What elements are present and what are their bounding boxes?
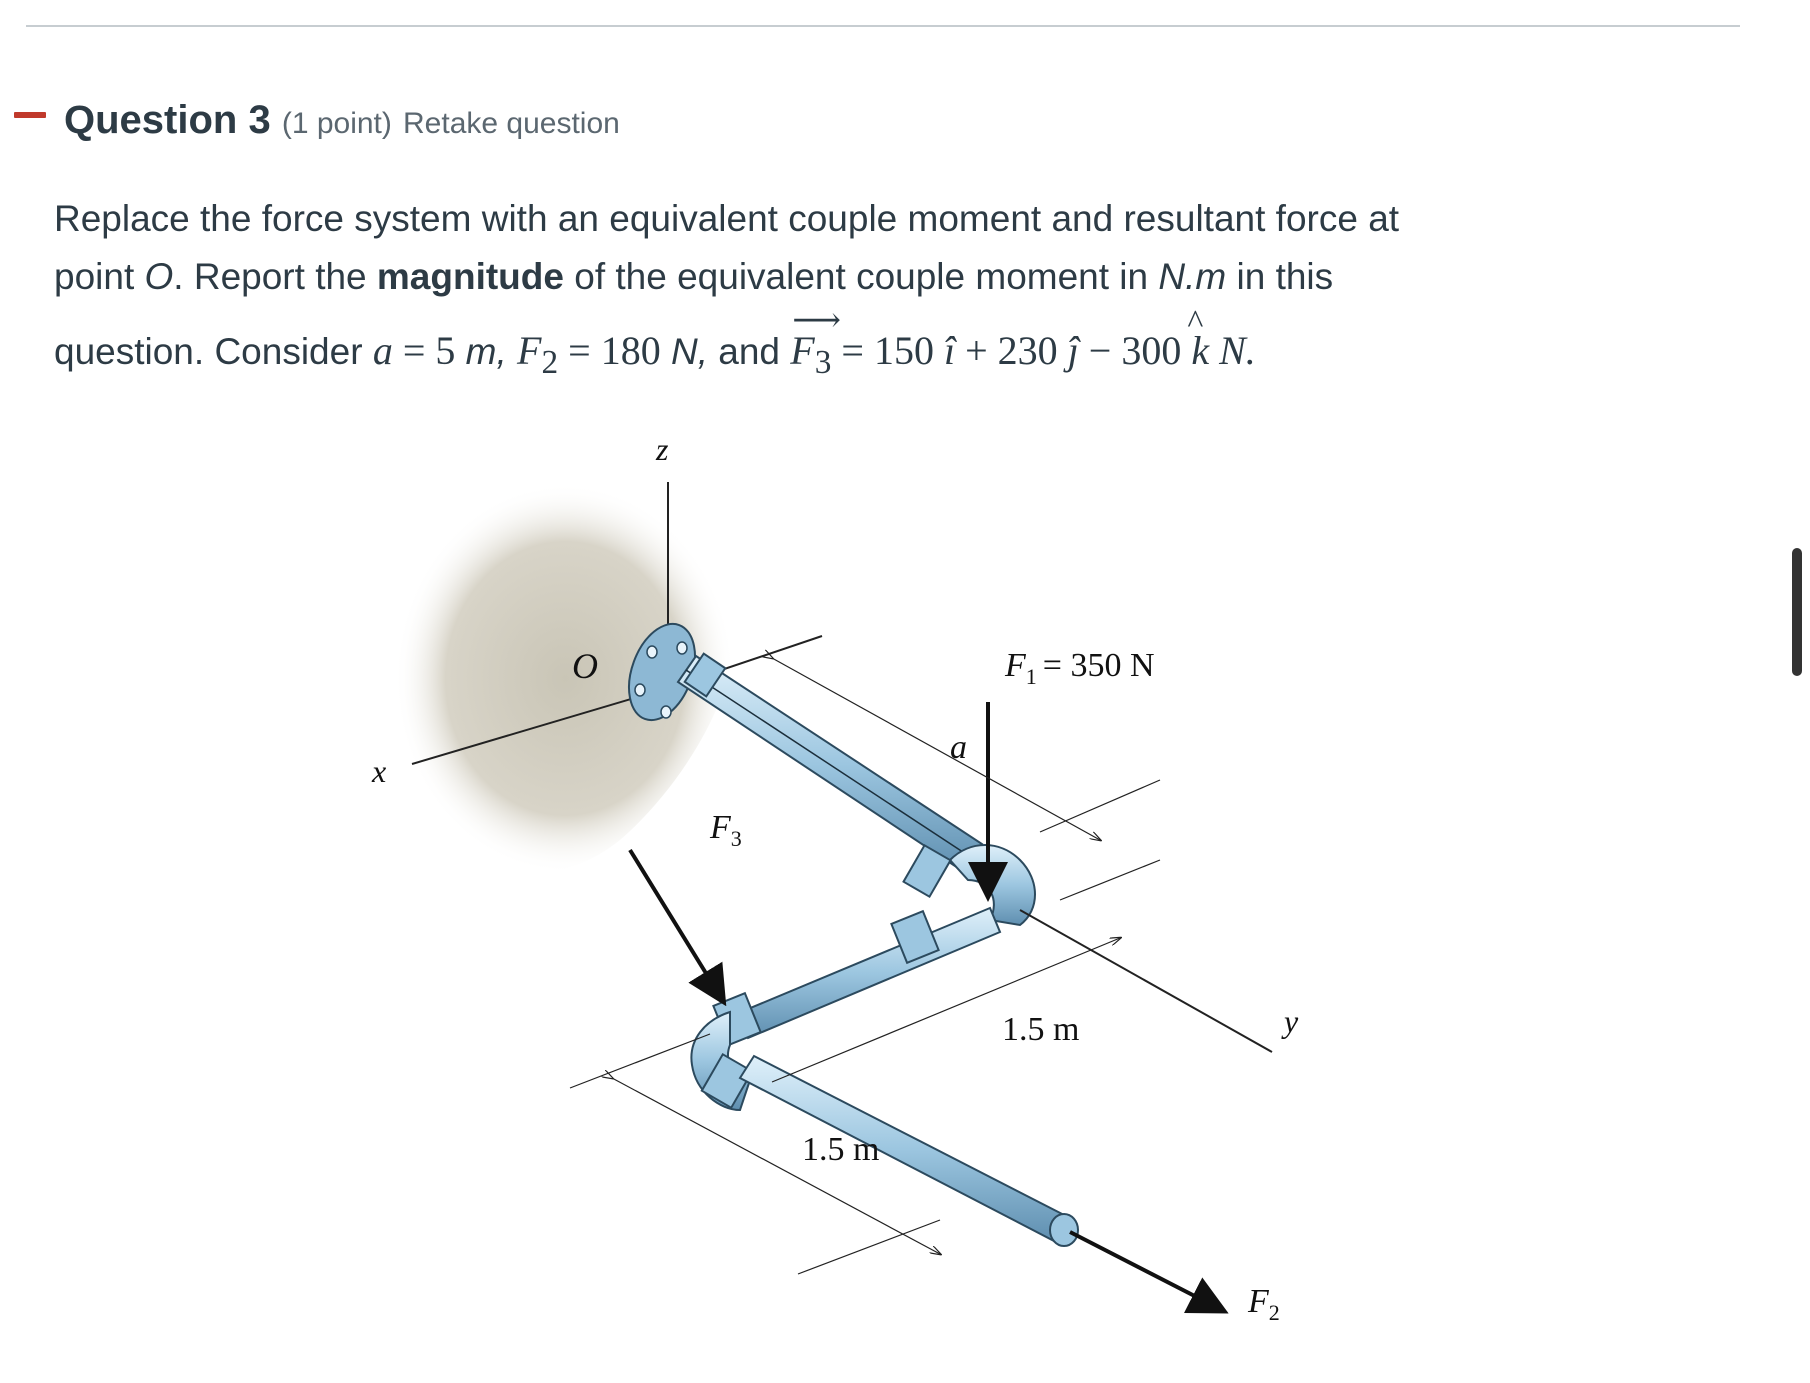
flange-hole	[647, 646, 657, 658]
f3-j-value: 230	[997, 328, 1058, 373]
top-divider	[26, 25, 1740, 27]
f3-k-value: 300	[1121, 328, 1182, 373]
dim-15m-label-upper: 1.5 m	[1002, 1011, 1080, 1048]
dim-15m-upper	[772, 938, 1120, 1082]
text-fragment: in this	[1226, 256, 1334, 297]
text-fragment: . Report the	[173, 256, 377, 297]
f2-unit: N,	[671, 331, 708, 372]
question-line-3	[54, 302, 1514, 392]
text-fragment: of the equivalent couple moment in	[563, 256, 1159, 297]
page-scrollbar[interactable]	[1792, 548, 1802, 676]
flange-hole	[635, 684, 645, 696]
dim-extension	[1040, 780, 1160, 832]
force-f3-arrow	[630, 850, 720, 996]
question-header	[0, 92, 700, 142]
a-value: 5	[435, 328, 456, 373]
flange-hole	[677, 642, 687, 654]
question-text	[54, 190, 1514, 392]
pipe-force-diagram	[300, 420, 1350, 1340]
force-f3-label: $F_3$	[710, 809, 742, 851]
question-line-2	[54, 248, 1514, 306]
f3-i-value: 150	[873, 328, 934, 373]
dim-15m-lower	[612, 1078, 940, 1254]
question-title	[64, 100, 620, 144]
pipe-segment-3	[740, 1056, 1070, 1242]
question-number: Question 3	[64, 98, 271, 142]
dim-extension	[798, 1220, 940, 1274]
a-equation: a = 5	[372, 328, 456, 373]
axis-x-label: x	[372, 753, 387, 789]
units-ref: N.m	[1158, 256, 1227, 297]
a-unit: m,	[465, 331, 507, 372]
question-line-1: Replace the force system with an equivalent couple moment and resultant force at	[54, 198, 1400, 239]
axis-z-label: z	[656, 431, 669, 467]
dim-15m-label-lower: 1.5 m	[802, 1131, 880, 1168]
text-fragment: question. Consider	[54, 331, 373, 372]
flag-marker[interactable]	[14, 112, 46, 118]
dim-extension	[570, 1034, 710, 1088]
force-f2-arrow	[1070, 1232, 1218, 1308]
magnitude-emphasis: magnitude	[376, 256, 564, 297]
point-o-ref: O	[144, 256, 174, 297]
force-f2-label: $F_2$	[1248, 1283, 1280, 1325]
point-o-label: O	[572, 646, 598, 686]
dim-extension	[1060, 860, 1160, 900]
pipe-segment-2	[736, 908, 1000, 1038]
pipe-end	[1050, 1214, 1078, 1246]
f3-equation: ⟶ $F_3 = 150$ î + 230 ĵ − 300 ^ k N.	[790, 302, 1256, 381]
flange-hole	[661, 706, 671, 718]
force-f1-label: $F_1 = 350$ N	[1005, 647, 1155, 689]
axis-y-label: y	[1284, 1003, 1299, 1039]
text-fragment: point	[54, 256, 145, 297]
retake-question-link[interactable]: Retake question	[403, 107, 620, 140]
question-points: (1 point)	[281, 107, 392, 140]
f2-equation: $F_2 = 180$	[517, 328, 661, 381]
f2-value: 180	[600, 328, 661, 373]
dim-a-label: a	[950, 729, 967, 766]
text-fragment: and	[718, 331, 781, 372]
f3-unit: N.	[1219, 328, 1256, 373]
